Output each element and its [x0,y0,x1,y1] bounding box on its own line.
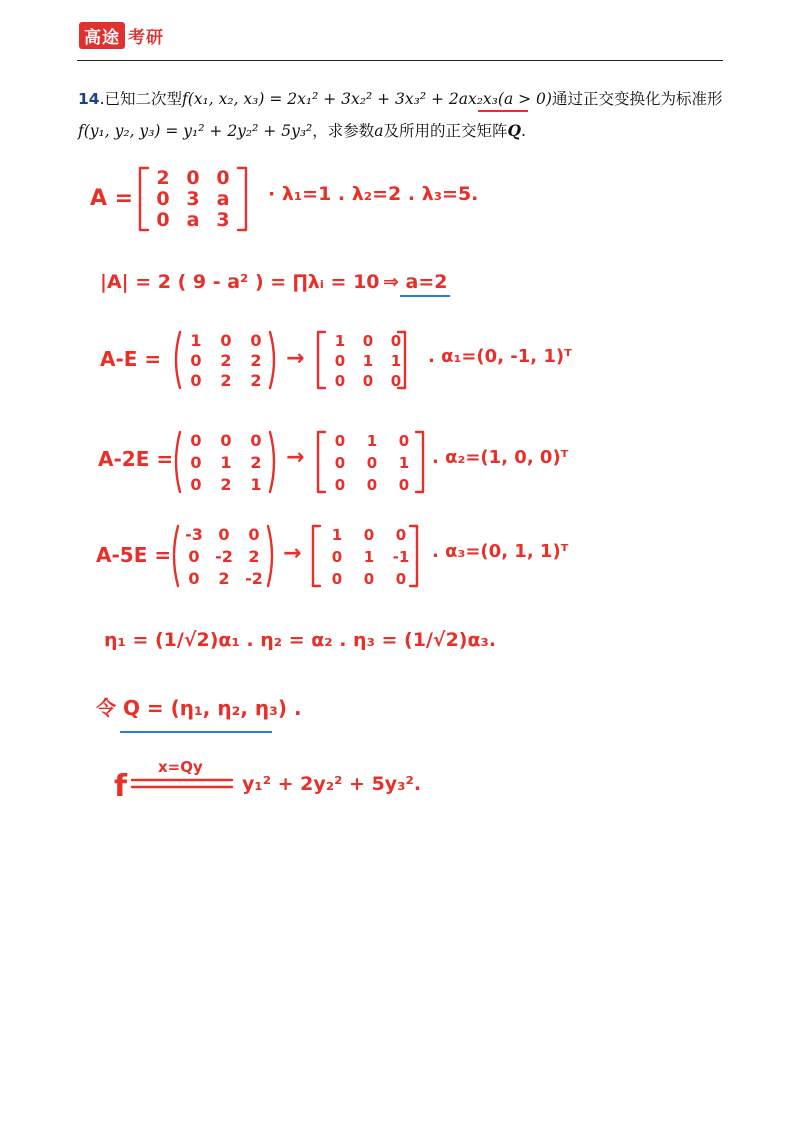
matrix-entry: 0 [362,372,374,390]
a-right-bracket [238,168,246,230]
matrix-entry: 0 [216,167,230,189]
matrix-entry: 0 [250,431,262,450]
final-result: y₁² + 2y₂² + 5y₃². [242,773,422,795]
a-matrix [156,167,229,231]
matrix-entry: 1 [366,432,378,450]
matrix-entry: 0 [190,371,202,390]
matrix-entry: 0 [188,547,200,566]
matrix-entry: 0 [190,453,202,472]
problem-line1-prefix: .已知二次型 [99,90,183,108]
a2e-right-paren [270,432,274,492]
ae-matrix [190,331,261,390]
ae-left-paren [176,332,180,388]
a2e-red-left-bracket [318,432,325,492]
matrix-entry: 0 [250,331,262,350]
matrix-entry: 3 [186,188,200,210]
matrix-entry: 0 [366,454,378,472]
matrix-entry: -3 [185,525,203,544]
a5e-red-left-bracket [313,526,320,586]
matrix-entry: 1 [190,331,202,350]
matrix-entry: 2 [156,167,170,189]
let-q-line: 令 Q = (η₁, η₂, η₃) . [96,696,302,720]
matrix-entry: 0 [362,332,374,350]
problem-var-a: a [374,122,384,140]
ae-label: A-E = [100,347,162,371]
eigenvalues: · λ₁=1 . λ₂=2 . λ₃=5. [268,183,479,205]
ae-red-left-bracket [318,332,325,388]
matrix-entry: 0 [366,476,378,494]
problem-line2-suffix: 及所用的正交矩阵 [383,122,508,140]
eta-line: η₁ = (1/√2)α₁ . η₂ = α₂ . η₃ = (1/√2)α₃. [104,629,497,651]
matrix-entry: -1 [392,548,410,566]
alpha2: . α₂=(1, 0, 0)ᵀ [432,447,569,468]
matrix-entry: -2 [245,569,263,588]
problem-matrix-q: Q [507,121,522,140]
matrix-entry: 0 [398,432,410,450]
problem-formula-1: f(x₁, x₂, x₃) = 2x₁² + 3x₂² + 3x₃² + 2ax₂x₃ [182,90,498,108]
matrix-entry: 1 [250,475,262,494]
determinant-result: ⇒ a=2 [383,271,448,293]
a5e-left-paren [174,526,178,586]
a2e-left-paren [176,432,180,492]
a5e-red-right-bracket [410,526,417,586]
matrix-entry: 1 [390,352,402,370]
a-label: A = [90,186,134,211]
matrix-entry: 1 [363,548,375,566]
matrix-entry: a [186,209,200,231]
matrix-entry: 0 [334,476,346,494]
a2e-red-right-bracket [416,432,423,492]
final-f: f [114,769,128,804]
problem-line2-end: . [521,122,526,140]
matrix-entry: 0 [390,332,402,350]
a2e-matrix [190,431,261,494]
matrix-entry: 0 [190,431,202,450]
a2e-reduced-matrix [335,432,409,494]
problem-formula-2: f(y₁, y₂, y₃) = y₁² + 2y₂² + 5y₃² [78,122,313,140]
matrix-entry: 2 [250,351,262,370]
ae-arrow: → [286,346,305,371]
matrix-entry: 0 [331,570,343,588]
matrix-entry: 0 [331,548,343,566]
matrix-entry: 2 [220,371,232,390]
matrix-entry: 0 [395,570,407,588]
matrix-entry: 0 [395,526,407,544]
matrix-entry: 0 [220,431,232,450]
transform-label: x=Qy [158,758,203,776]
matrix-entry: 0 [363,570,375,588]
alpha1: . α₁=(0, -1, 1)ᵀ [428,346,572,367]
matrix-entry: 0 [218,525,230,544]
matrix-entry: 2 [250,371,262,390]
a5e-matrix [185,525,263,588]
a2e-label: A-2E = [98,447,174,471]
matrix-entry: 0 [220,331,232,350]
a2e-arrow: → [286,445,305,470]
matrix-entry: 1 [220,453,232,472]
problem-number: 14 [78,90,100,108]
matrix-entry: 2 [220,351,232,370]
matrix-entry: 3 [216,209,230,231]
matrix-entry: 0 [390,372,402,390]
matrix-entry: a [216,188,230,210]
a5e-reduced-matrix [332,526,410,588]
a5e-arrow: → [283,541,302,566]
matrix-entry: 0 [334,372,346,390]
matrix-entry: 0 [188,569,200,588]
matrix-entry: 0 [398,476,410,494]
matrix-entry: 0 [248,525,260,544]
matrix-entry: 0 [363,526,375,544]
matrix-entry: 0 [190,475,202,494]
problem-line1-suffix: 通过正交变换化为标准形 [551,90,723,108]
a5e-label: A-5E = [96,543,172,567]
a-left-bracket [140,168,148,230]
matrix-entry: 2 [248,547,260,566]
matrix-entry: 0 [334,454,346,472]
matrix-entry: 2 [250,453,262,472]
matrix-entry: 0 [334,352,346,370]
matrix-entry: 1 [331,526,343,544]
a5e-right-paren [268,526,272,586]
matrix-entry: 0 [190,351,202,370]
ae-reduced-matrix [335,332,401,390]
matrix-entry: 0 [334,432,346,450]
matrix-entry: 0 [186,167,200,189]
matrix-entry: 0 [156,188,170,210]
determinant-line: |A| = 2 ( 9 - a² ) = ∏λᵢ = 10 [100,271,380,293]
matrix-entry: 0 [156,209,170,231]
matrix-entry: 1 [398,454,410,472]
logo-box: 高途 [79,22,125,49]
ae-right-paren [270,332,274,388]
alpha3: . α₃=(0, 1, 1)ᵀ [432,541,569,562]
matrix-entry: -2 [215,547,233,566]
matrix-entry: 1 [362,352,374,370]
matrix-entry: 2 [220,475,232,494]
problem-line2-mid: ，求参数 [312,122,375,140]
problem-condition: (a > 0) [497,90,552,108]
matrix-entry: 1 [334,332,346,350]
logo-text: 考研 [128,27,164,48]
matrix-entry: 2 [218,569,230,588]
